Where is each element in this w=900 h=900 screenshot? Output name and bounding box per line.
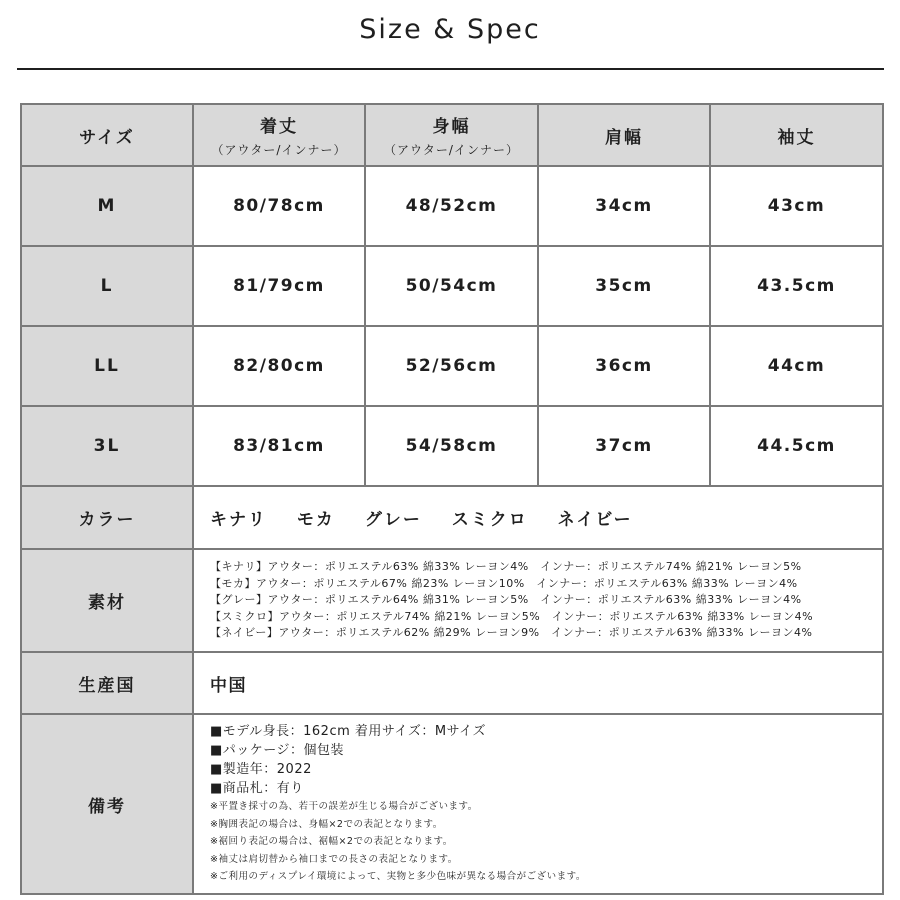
header-length-sub: （アウター/インナー） <box>211 143 347 157</box>
header-length <box>193 104 365 166</box>
material-line: 【ネイビー】アウター：ポリエステル62% 綿29% レーヨン9% インナー：ポリエステル63% 綿33% レーヨン4% <box>210 626 813 640</box>
note-item: ■パッケージ：個包装 <box>210 743 345 759</box>
table-cell: 37cm <box>538 406 710 486</box>
table-cell: 43cm <box>710 166 883 246</box>
table-row <box>21 326 883 406</box>
header-width <box>365 104 538 166</box>
note-caution: ※胸囲表記の場合は、身幅×2での表記となります。 <box>210 818 443 830</box>
note-item: ■製造年：2022 <box>210 762 312 778</box>
table-row <box>21 406 883 486</box>
material-value-cell <box>193 549 883 652</box>
header-size: サイズ <box>21 104 193 166</box>
size-label: 3L <box>21 406 193 486</box>
table-cell: 52/56cm <box>365 326 538 406</box>
size-label: L <box>21 246 193 326</box>
table-cell: 82/80cm <box>193 326 365 406</box>
table-cell: 44.5cm <box>710 406 883 486</box>
table-row <box>21 166 883 246</box>
title-divider <box>17 68 884 70</box>
material-row <box>21 549 883 652</box>
header-width-label: 身幅 <box>432 117 471 137</box>
table-cell: 34cm <box>538 166 710 246</box>
material-line: 【スミクロ】アウター：ポリエステル74% 綿21% レーヨン5% インナー：ポリエステル63% 綿33% レーヨン4% <box>210 609 814 623</box>
header-sleeve: 袖丈 <box>710 104 883 166</box>
table-cell: 36cm <box>538 326 710 406</box>
table-cell: 48/52cm <box>365 166 538 246</box>
note-caution: ※平置き採寸の為、若干の誤差が生じる場合がございます。 <box>210 801 478 813</box>
header-width-sub: （アウター/インナー） <box>384 143 519 157</box>
table-cell: 50/54cm <box>365 246 538 326</box>
table-cell: 44cm <box>710 326 883 406</box>
notes-label: 備考 <box>21 714 193 894</box>
table-row <box>21 246 883 326</box>
color-label: カラー <box>21 486 193 549</box>
table-cell: 35cm <box>538 246 710 326</box>
table-header-row <box>21 104 883 166</box>
header-shoulder: 肩幅 <box>538 104 710 166</box>
notes-value-cell <box>193 714 883 894</box>
note-caution: ※裾回り表記の場合は、裾幅×2での表記となります。 <box>210 836 453 848</box>
size-spec-table <box>20 103 884 895</box>
color-row <box>21 486 883 549</box>
material-label: 素材 <box>21 549 193 652</box>
color-value: キナリ モカ グレー スミクロ ネイビー <box>210 510 633 530</box>
size-label: LL <box>21 326 193 406</box>
size-label: M <box>21 166 193 246</box>
notes-row <box>21 714 883 894</box>
material-line: 【キナリ】アウター：ポリエステル63% 綿33% レーヨン4% インナー：ポリエステル74% 綿21% レーヨン5% <box>210 560 802 574</box>
page-title: Size & Spec <box>359 14 541 45</box>
material-line: 【グレー】アウター：ポリエステル64% 綿31% レーヨン5% インナー：ポリエステル63% 綿33% レーヨン4% <box>210 593 802 607</box>
origin-value: 中国 <box>193 652 883 714</box>
header-length-label: 着丈 <box>260 117 298 137</box>
origin-label: 生産国 <box>21 652 193 714</box>
note-item: ■商品札：有り <box>210 781 304 797</box>
table-cell: 81/79cm <box>193 246 365 326</box>
table-cell: 80/78cm <box>193 166 365 246</box>
note-item: ■モデル身長：162cm 着用サイズ：Mサイズ <box>210 724 487 740</box>
table-cell: 54/58cm <box>365 406 538 486</box>
color-value-cell <box>193 486 883 549</box>
material-line: 【モカ】アウター：ポリエステル67% 綿23% レーヨン10% インナー：ポリエステル63% 綿33% レーヨン4% <box>210 576 798 590</box>
origin-row <box>21 652 883 714</box>
note-caution: ※袖丈は肩切替から袖口までの長さの表記となります。 <box>210 853 458 865</box>
table-cell: 43.5cm <box>710 246 883 326</box>
table-cell: 83/81cm <box>193 406 365 486</box>
note-caution: ※ご利用のディスプレイ環境によって、実物と多少色味が異なる場合がございます。 <box>210 871 586 883</box>
